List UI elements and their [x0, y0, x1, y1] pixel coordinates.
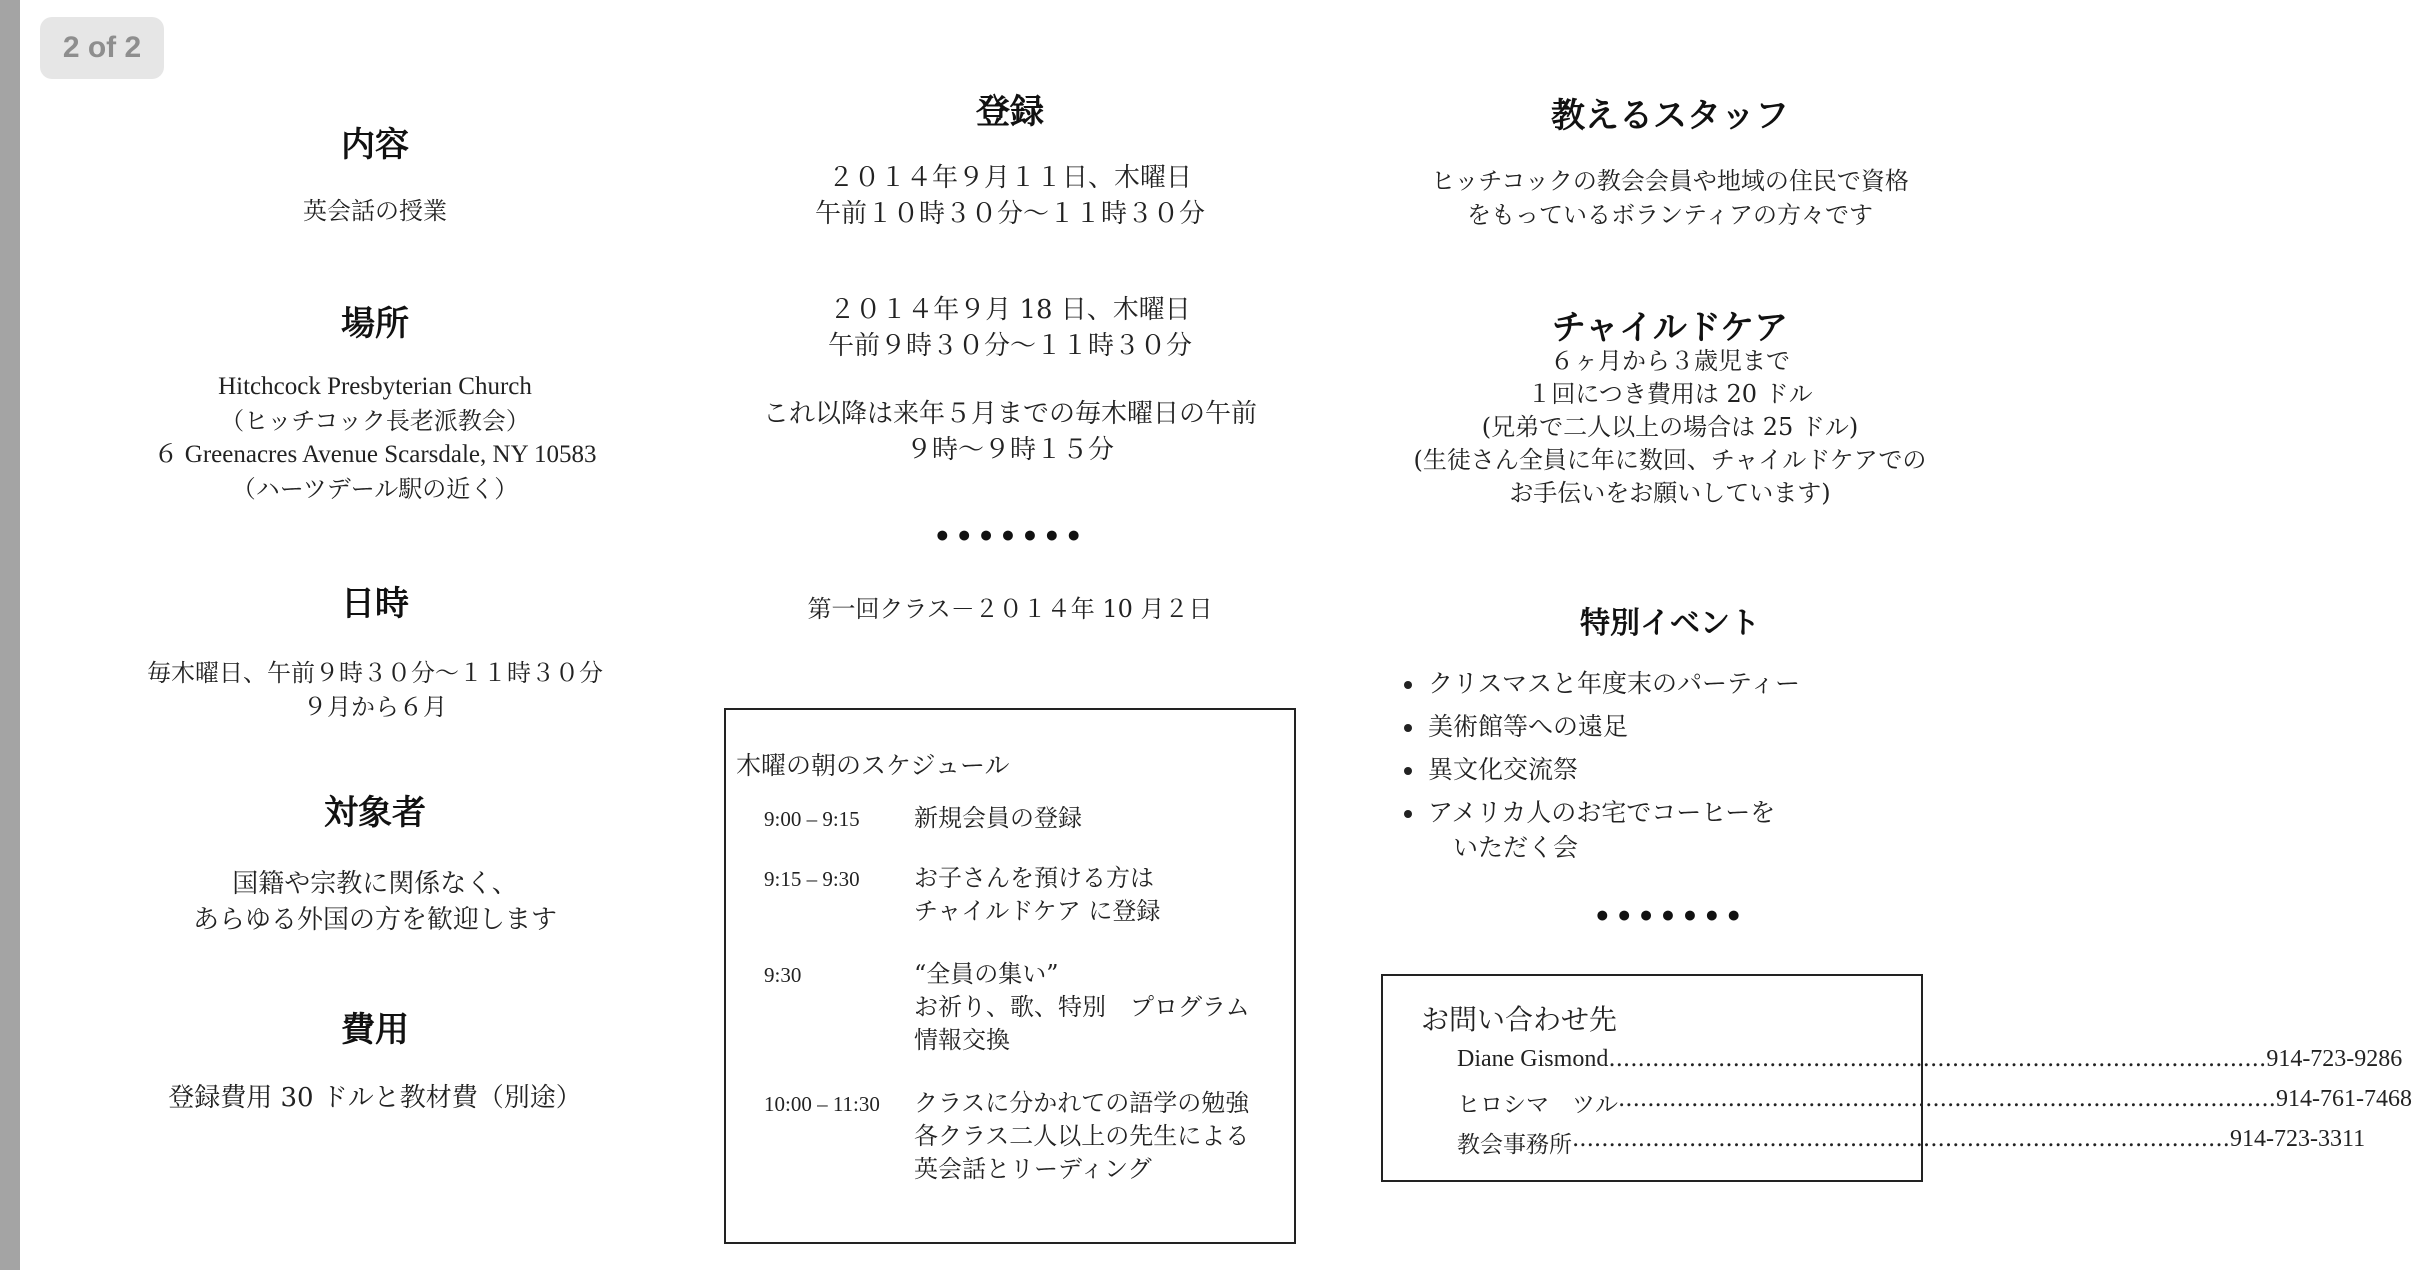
first-class-text: 第一回クラス－２０１４年 10 月２日	[807, 595, 1213, 623]
contact-row	[1457, 1086, 2412, 1119]
registration-line: 午前１０時３０分〜１１時３０分	[814, 199, 1205, 229]
cost-heading: 費用	[341, 1010, 409, 1050]
datetime-block	[100, 656, 650, 724]
schedule-desc: “全員の集い” お祈り、歌、特別 プログラム 情報交換	[914, 960, 1250, 1054]
schedule-desc: お子さんを預ける方は チャイルドケア に登録	[914, 864, 1161, 925]
audience-line: あらゆる外国の方を歓迎します	[192, 905, 557, 935]
registration-date-2	[720, 292, 1300, 364]
contact-row	[1457, 1046, 2403, 1073]
events-heading: 特別イベント	[1580, 606, 1760, 641]
location-block	[100, 370, 650, 506]
registration-after	[720, 396, 1300, 468]
schedule-time: 9:30	[764, 963, 802, 987]
childcare-line: １回につき費用は 20 ドル	[1527, 380, 1813, 408]
staff-line: をもっているボランティアの方々です	[1466, 201, 1874, 229]
registration-line: ２０１４年９月 18 日、木曜日	[829, 295, 1191, 325]
schedule-desc: クラスに分かれての語学の勉強 各クラス二人以上の先生による 英会話とリーディング	[914, 1089, 1250, 1183]
registration-line: 午前９時３０分〜１１時３０分	[827, 331, 1192, 361]
staff-heading: 教えるスタッフ	[1551, 96, 1789, 136]
schedule-time: 9:15 – 9:30	[764, 867, 860, 891]
schedule-desc: 新規会員の登録	[914, 804, 1082, 832]
childcare-line: (生徒さん全員に年に数回、チャイルドケアでの	[1413, 446, 1927, 474]
event-item: • 美術館等への遠足	[1426, 705, 1800, 748]
schedule-time: 9:00 – 9:15	[764, 807, 860, 831]
schedule-box	[724, 708, 1296, 1244]
dots-separator: •••••••	[933, 520, 1087, 553]
contact-phone: 914-723-3311	[2230, 1126, 2366, 1152]
dot-leader: ..........................................................................................	[1608, 1046, 2267, 1072]
staff-block	[1370, 164, 1970, 232]
location-heading: 場所	[341, 304, 409, 344]
schedule-title: 木曜の朝のスケジュール	[736, 751, 1010, 780]
childcare-line: ６ヶ月から３歳児まで	[1550, 347, 1790, 375]
location-line: （ヒッチコック長老派教会）	[220, 407, 530, 435]
dot-leader: ..........................................................................................	[1618, 1086, 2276, 1112]
staff-line: ヒッチコックの教会会員や地域の住民で資格	[1431, 167, 1909, 195]
contact-phone: 914-723-9286	[2266, 1046, 2403, 1072]
event-item: • 異文化交流祭	[1426, 748, 1800, 791]
audience-line: 国籍や宗教に関係なく、	[232, 869, 518, 899]
registration-date-1	[720, 160, 1300, 232]
datetime-line: 毎木曜日、午前９時３０分〜１１時３０分	[147, 659, 603, 687]
childcare-line: (兄弟で二人以上の場合は 25 ドル)	[1481, 413, 1859, 441]
datetime-heading: 日時	[341, 584, 409, 624]
contact-row	[1457, 1126, 2366, 1159]
contact-phone: 914-761-7468	[2276, 1086, 2412, 1112]
childcare-line: お手伝いをお願いしています)	[1509, 479, 1831, 507]
content-text: 英会話の授業	[303, 197, 447, 225]
contact-title: お問い合わせ先	[1421, 1003, 1618, 1036]
location-line: ６ Greenacres Avenue Scarsdale, NY 10583	[153, 441, 597, 468]
location-line: Hitchcock Presbyterian Church	[218, 373, 532, 400]
page-indicator: 2 of 2	[40, 17, 164, 79]
contact-name: ヒロシマ ツル	[1457, 1092, 1618, 1118]
audience-block	[100, 866, 650, 938]
event-item: • アメリカ人のお宅でコーヒーを いただく会	[1426, 795, 1800, 865]
audience-heading: 対象者	[324, 793, 426, 833]
registration-heading: 登録	[976, 92, 1044, 132]
content-heading: 内容	[341, 125, 409, 165]
cost-text: 登録費用 30 ドルと教材費（別途）	[168, 1083, 582, 1113]
events-list	[1390, 662, 1800, 865]
viewer-left-edge	[0, 0, 20, 1270]
childcare-block	[1370, 345, 1970, 510]
contact-name: 教会事務所	[1457, 1132, 1572, 1158]
event-item: • クリスマスと年度末のパーティー	[1426, 662, 1800, 705]
dots-separator: •••••••	[1593, 900, 1747, 933]
registration-line: ２０１４年９月１１日、木曜日	[827, 163, 1192, 193]
datetime-line: ９月から６月	[303, 693, 447, 721]
schedule-time: 10:00 – 11:30	[764, 1092, 880, 1116]
dot-leader: ..........................................................................................	[1572, 1126, 2230, 1152]
childcare-heading: チャイルドケア	[1551, 308, 1789, 348]
contact-name: Diane Gismond	[1457, 1046, 1609, 1072]
location-line: （ハーツデール駅の近く）	[231, 475, 519, 503]
registration-line: ９時〜９時１５分	[905, 435, 1114, 465]
contact-box	[1381, 974, 2412, 1182]
registration-line: これ以降は来年５月までの毎木曜日の午前	[762, 399, 1257, 429]
